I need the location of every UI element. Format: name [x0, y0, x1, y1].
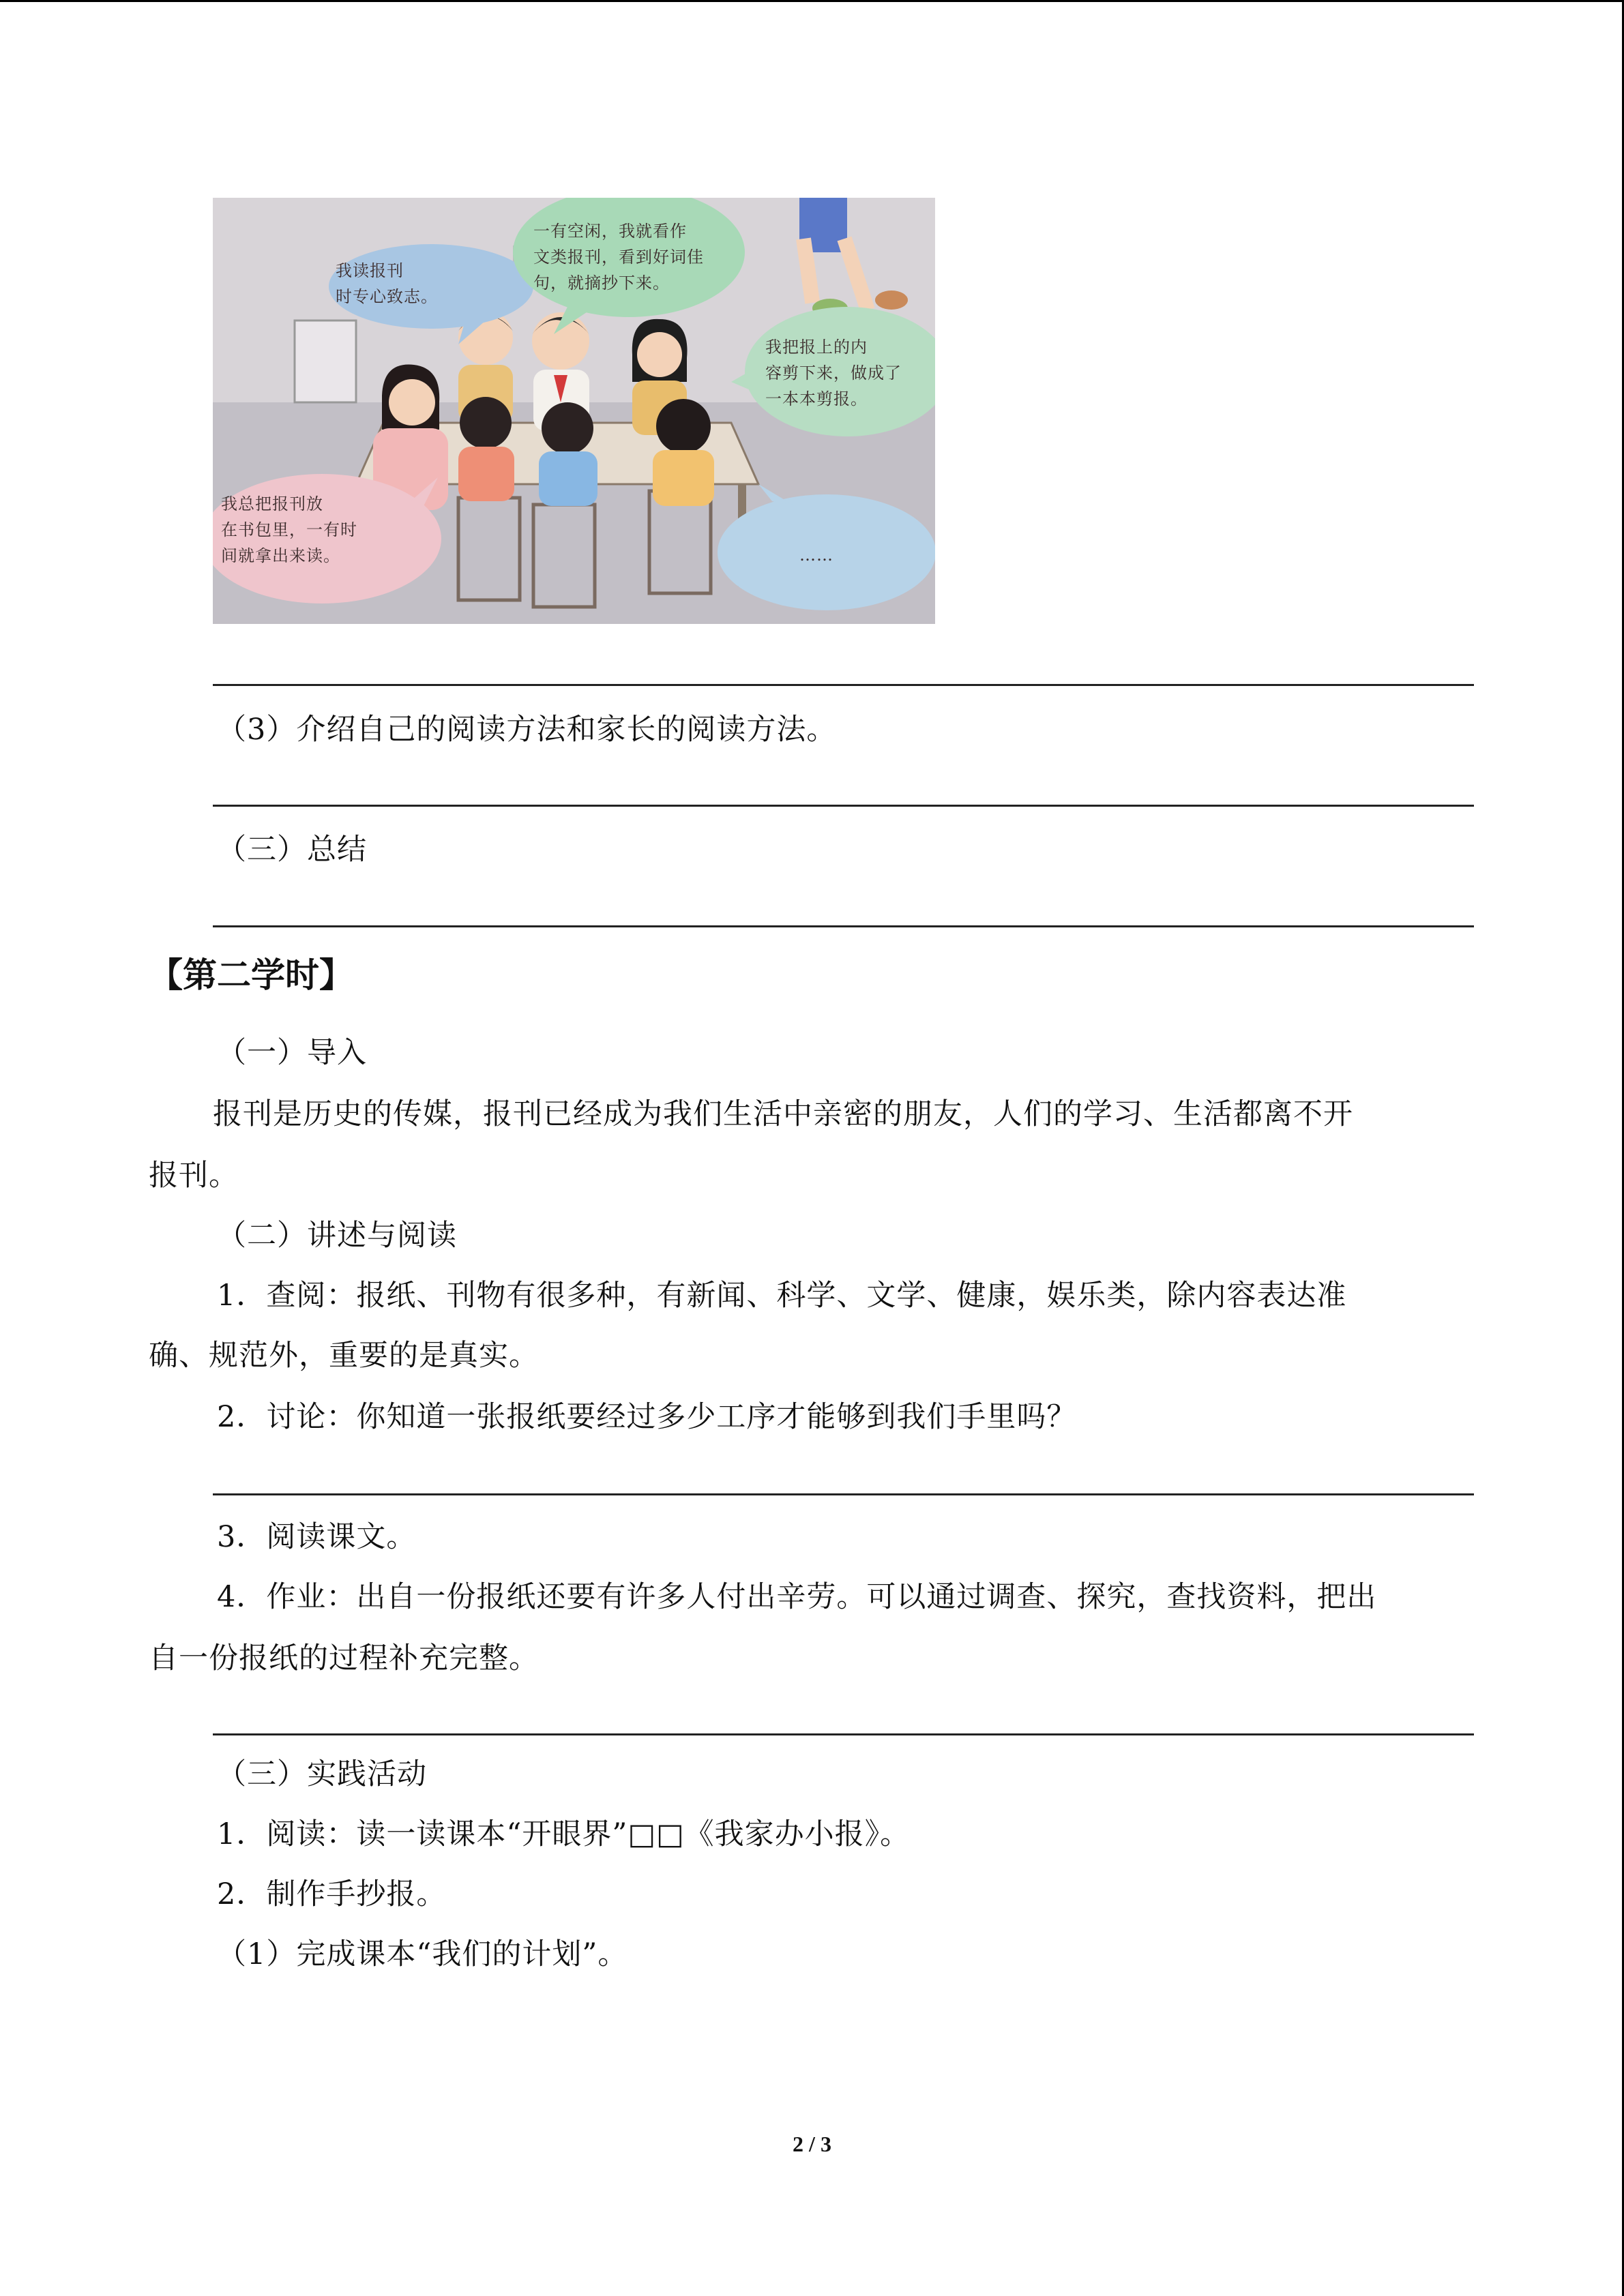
- item4-line1: 4．作业：出自一份报纸还要有许多人付出辛劳。可以通过调查、探究，查找资料，把出: [217, 1580, 1377, 1614]
- bubble-text-5: ……: [799, 546, 833, 565]
- item4-line2: 自一份报纸的过程补充完整。: [149, 1641, 539, 1675]
- section-title: 【第二学时】: [149, 955, 353, 995]
- item1-line1: 1．查阅：报纸、刊物有很多种，有新闻、科学、文学、健康，娱乐类，除内容表达准: [217, 1279, 1347, 1313]
- textbook-illustration: [213, 198, 935, 624]
- page-number: 2 / 3: [793, 2132, 831, 2156]
- item1-line2: 确、规范外，重要的是真实。: [149, 1339, 539, 1373]
- bubble-text-1: 我读报刊 时专心致志。: [336, 261, 438, 306]
- practice-item2: 2．制作手抄报。: [217, 1877, 447, 1911]
- page-top-border: [0, 0, 1624, 2]
- bubble-text-4: 我总把报刊放 在书包里，一有时 间就拿出来读。: [221, 494, 357, 565]
- practice-item3: （1）完成课本“我们的计划”。: [217, 1937, 628, 1971]
- item2-text: 2．讨论：你知道一张报纸要经过多少工序才能够到我们手里吗？: [217, 1400, 1077, 1434]
- answer-line: [213, 925, 1474, 927]
- answer-line: [213, 1493, 1474, 1495]
- answer-line: [213, 684, 1474, 686]
- answer-line: [213, 1733, 1474, 1735]
- intro-method-text: （3）介绍自己的阅读方法和家长的阅读方法。: [217, 713, 837, 747]
- bubble-text-2: 一有空闲，我就看作 文类报刊，看到好词佳 句，就摘抄下来。: [533, 222, 704, 293]
- practice-item1: 1．阅读：读一读课本“开眼界”□□《我家办小报》。: [217, 1817, 911, 1851]
- intro-paragraph-line2: 报刊。: [149, 1159, 239, 1193]
- summary-heading: （三）总结: [217, 833, 367, 867]
- practice-heading: （三）实践活动: [217, 1757, 427, 1791]
- intro-heading: （一）导入: [217, 1036, 367, 1070]
- narrate-heading: （二）讲述与阅读: [217, 1219, 457, 1253]
- answer-line: [213, 805, 1474, 807]
- item3-text: 3．阅读课文。: [217, 1520, 417, 1554]
- intro-paragraph-line1: 报刊是历史的传媒，报刊已经成为我们生活中亲密的朋友，人们的学习、生活都离不开: [213, 1097, 1353, 1131]
- bubble-text-3: 我把报上的内 容剪下来，做成了 一本本剪报。: [765, 338, 902, 408]
